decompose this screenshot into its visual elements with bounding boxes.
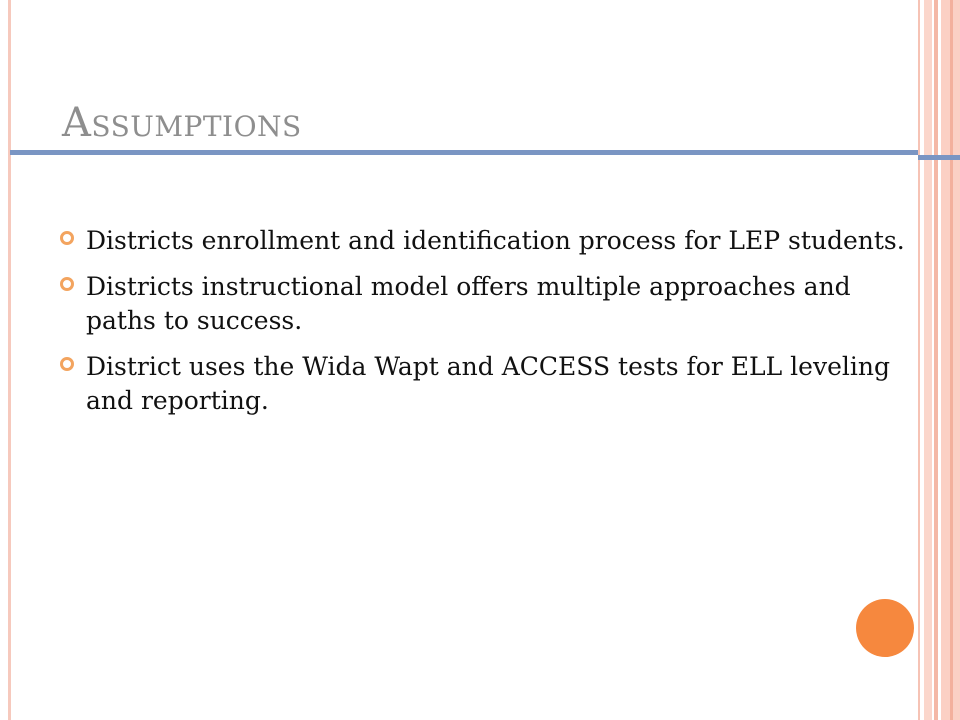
- right-stripe-1: [918, 0, 920, 720]
- ring-bullet-icon: [60, 231, 74, 245]
- right-stripe-5: [950, 0, 953, 720]
- right-stripe-3: [934, 0, 938, 720]
- bullet-text: Districts enrollment and identification process for LEP students.: [86, 226, 905, 255]
- list-item: [58, 350, 908, 418]
- slide-title: Assumptions: [62, 100, 302, 146]
- ring-bullet-icon: [60, 277, 74, 291]
- title-underline-extension: [918, 155, 960, 160]
- bullet-text: District uses the Wida Wapt and ACCESS tests for ELL leveling and reporting.: [86, 352, 890, 415]
- list-item: [58, 224, 908, 258]
- list-item: [58, 270, 908, 338]
- title-underline: [10, 150, 918, 155]
- bullet-list: [58, 224, 908, 430]
- orange-accent-circle: [856, 599, 914, 657]
- right-stripe-2: [924, 0, 932, 720]
- left-border-line: [8, 0, 11, 720]
- ring-bullet-icon: [60, 357, 74, 371]
- bullet-text: Districts instructional model offers multiple approaches and paths to success.: [86, 272, 851, 335]
